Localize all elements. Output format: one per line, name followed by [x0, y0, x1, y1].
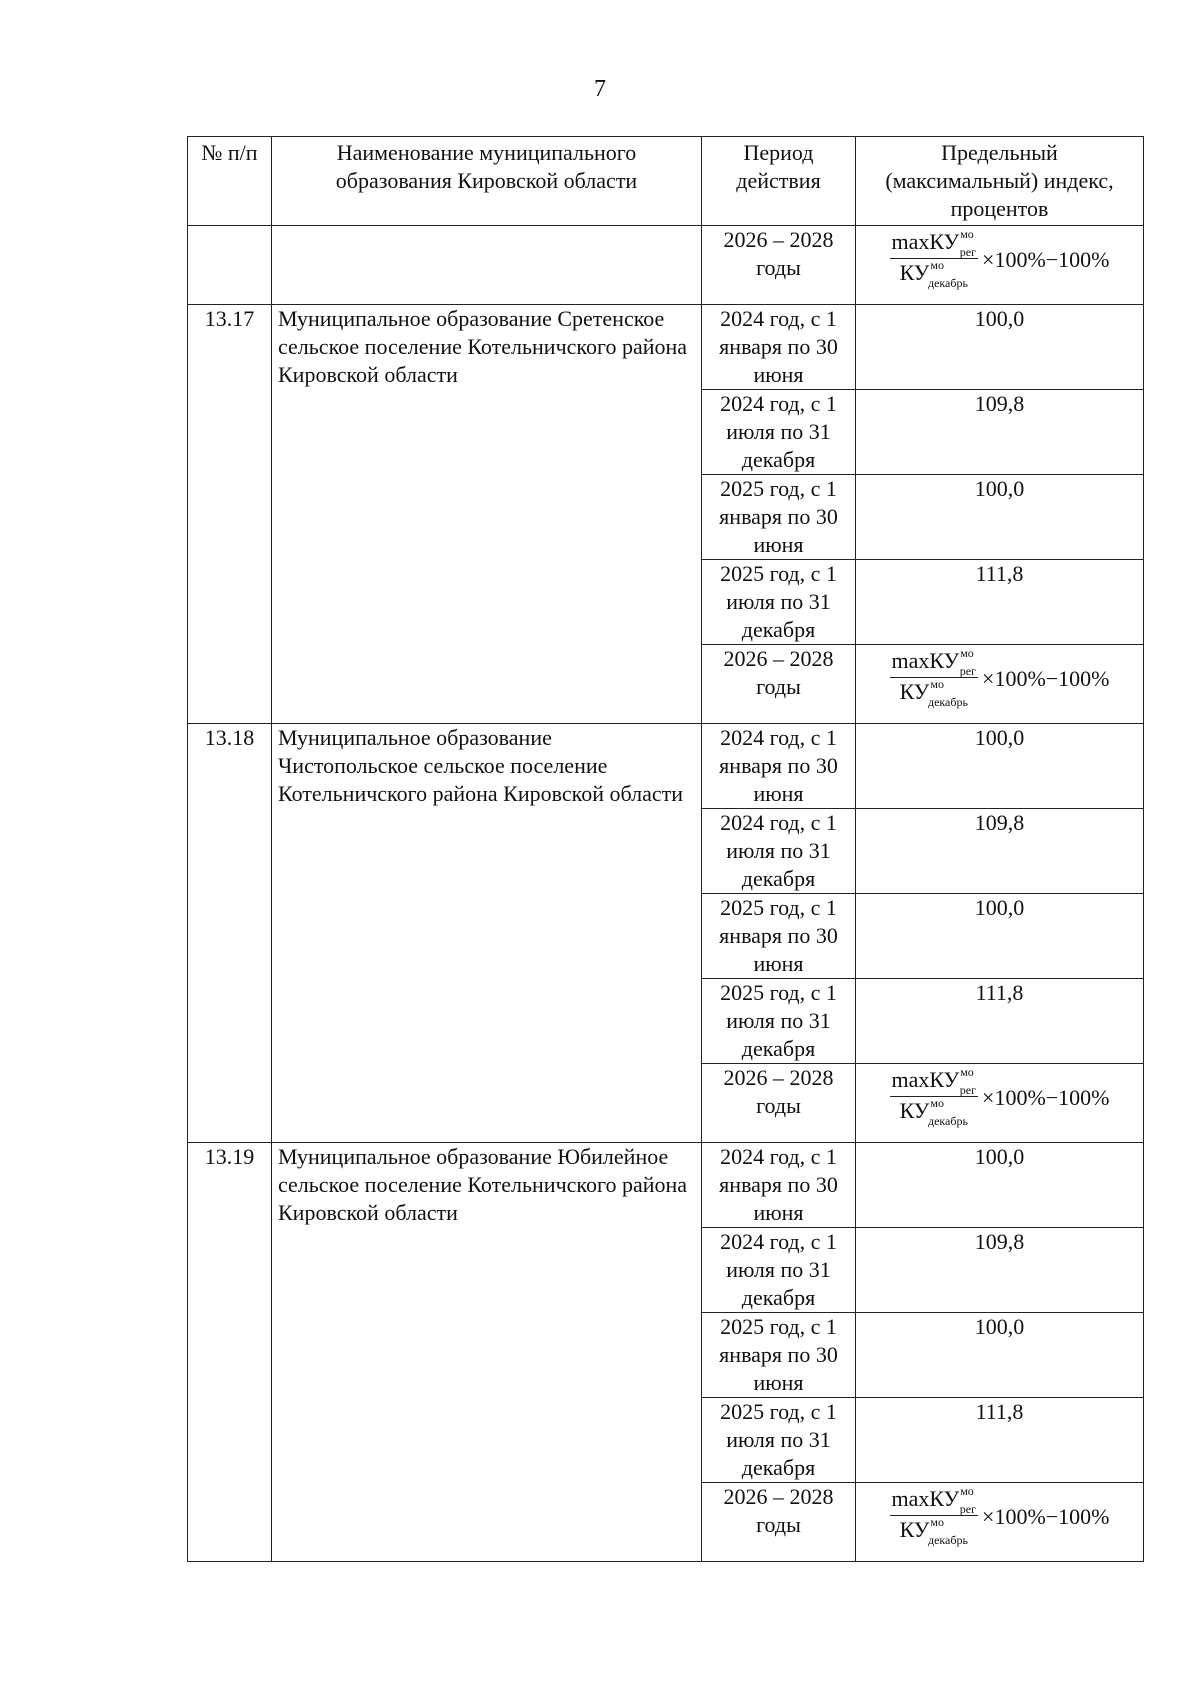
municipality-name: Муниципальное образование Сретенское сельское поселение Котельничского района Кировской области	[272, 305, 702, 724]
index-value: 100,0	[856, 305, 1144, 390]
formula-tail: ×100%−100%	[982, 1503, 1110, 1529]
formula-denominator	[898, 259, 970, 289]
formula-fraction	[890, 646, 979, 709]
formula-cell	[856, 1483, 1144, 1562]
numerator-text: maxКУ	[891, 1486, 960, 1511]
header-period: Период действия	[702, 137, 856, 226]
numerator-sup: мо	[960, 1484, 974, 1498]
numerator-text: maxКУ	[891, 648, 960, 673]
formula-denominator	[898, 1097, 970, 1127]
table-row	[188, 1143, 1144, 1228]
formula-numerator	[890, 227, 979, 259]
numerator-sub: рег	[959, 1502, 977, 1516]
formula-fraction	[890, 227, 979, 290]
formula-fraction	[890, 1484, 979, 1547]
table-row	[188, 724, 1144, 809]
period-cell: 2026 – 2028 годы	[702, 1483, 856, 1562]
period-cell: 2026 – 2028 годы	[702, 226, 856, 305]
index-value: 111,8	[856, 979, 1144, 1064]
table-row	[188, 305, 1144, 390]
index-value: 100,0	[856, 475, 1144, 560]
entry-number: 13.18	[188, 724, 272, 1143]
municipality-name: Муниципальное образование Юбилейное сельское поселение Котельничского района Кировской области	[272, 1143, 702, 1562]
period-cell: 2025 год, с 1 июля по 31 декабря	[702, 979, 856, 1064]
denominator-sub: декабрь	[927, 276, 968, 290]
index-value: 111,8	[856, 1398, 1144, 1483]
continuation-row	[188, 226, 1144, 305]
index-value: 109,8	[856, 390, 1144, 475]
period-cell: 2024 год, с 1 января по 30 июня	[702, 724, 856, 809]
numerator-text: maxКУ	[891, 1067, 960, 1092]
numerator-sub: рег	[959, 245, 977, 259]
formula-numerator	[890, 1484, 979, 1516]
period-cell: 2024 год, с 1 января по 30 июня	[702, 1143, 856, 1228]
denominator-sub: декабрь	[927, 695, 968, 709]
index-value: 100,0	[856, 894, 1144, 979]
index-value: 109,8	[856, 1228, 1144, 1313]
period-cell: 2024 год, с 1 июля по 31 декабря	[702, 390, 856, 475]
header-index: Предельный (максимальный) индекс, процентов	[856, 137, 1144, 226]
denominator-sub: декабрь	[927, 1114, 968, 1128]
numerator-sup: мо	[960, 1065, 974, 1079]
index-formula	[862, 226, 1137, 289]
denominator-sup: мо	[930, 677, 944, 691]
denominator-text: КУ	[899, 260, 930, 285]
index-value: 111,8	[856, 560, 1144, 645]
period-cell: 2024 год, с 1 января по 30 июня	[702, 305, 856, 390]
index-formula	[862, 1064, 1137, 1127]
denominator-sup: мо	[930, 1096, 944, 1110]
denominator-sup: мо	[930, 258, 944, 272]
formula-numerator	[890, 1065, 979, 1097]
formula-denominator	[898, 1516, 970, 1546]
index-value: 100,0	[856, 724, 1144, 809]
numerator-text: maxКУ	[891, 229, 960, 254]
period-cell: 2025 год, с 1 июля по 31 декабря	[702, 560, 856, 645]
formula-fraction	[890, 1065, 979, 1128]
entry-number: 13.17	[188, 305, 272, 724]
continuation-name-cell	[272, 226, 702, 305]
formula-tail: ×100%−100%	[982, 246, 1110, 272]
index-value: 109,8	[856, 809, 1144, 894]
denominator-text: КУ	[899, 1517, 930, 1542]
numerator-sub: рег	[959, 664, 977, 678]
index-value: 100,0	[856, 1143, 1144, 1228]
formula-cell	[856, 226, 1144, 305]
entry-number: 13.19	[188, 1143, 272, 1562]
table-header-row	[188, 137, 1144, 226]
period-cell: 2025 год, с 1 июля по 31 декабря	[702, 1398, 856, 1483]
tariff-index-table	[187, 136, 1144, 1562]
index-formula	[862, 645, 1137, 708]
formula-cell	[856, 645, 1144, 724]
page-number: 7	[594, 76, 606, 102]
period-cell: 2025 год, с 1 января по 30 июня	[702, 1313, 856, 1398]
index-value: 100,0	[856, 1313, 1144, 1398]
municipality-name: Муниципальное образование Чистопольское сельское поселение Котельничского района Кировской области	[272, 724, 702, 1143]
period-cell: 2024 год, с 1 июля по 31 декабря	[702, 809, 856, 894]
index-formula	[862, 1483, 1137, 1546]
denominator-text: КУ	[899, 679, 930, 704]
formula-cell	[856, 1064, 1144, 1143]
continuation-num-cell	[188, 226, 272, 305]
denominator-sup: мо	[930, 1515, 944, 1529]
formula-tail: ×100%−100%	[982, 665, 1110, 691]
period-cell: 2026 – 2028 годы	[702, 1064, 856, 1143]
numerator-sub: рег	[959, 1083, 977, 1097]
formula-tail: ×100%−100%	[982, 1084, 1110, 1110]
formula-numerator	[890, 646, 979, 678]
period-cell: 2026 – 2028 годы	[702, 645, 856, 724]
period-cell: 2024 год, с 1 июля по 31 декабря	[702, 1228, 856, 1313]
numerator-sup: мо	[960, 227, 974, 241]
denominator-text: КУ	[899, 1098, 930, 1123]
header-name: Наименование муниципального образования Кировской области	[272, 137, 702, 226]
table-body	[188, 226, 1144, 1562]
period-cell: 2025 год, с 1 января по 30 июня	[702, 475, 856, 560]
header-num: № п/п	[188, 137, 272, 226]
formula-denominator	[898, 678, 970, 708]
denominator-sub: декабрь	[927, 1533, 968, 1547]
period-cell: 2025 год, с 1 января по 30 июня	[702, 894, 856, 979]
numerator-sup: мо	[960, 646, 974, 660]
